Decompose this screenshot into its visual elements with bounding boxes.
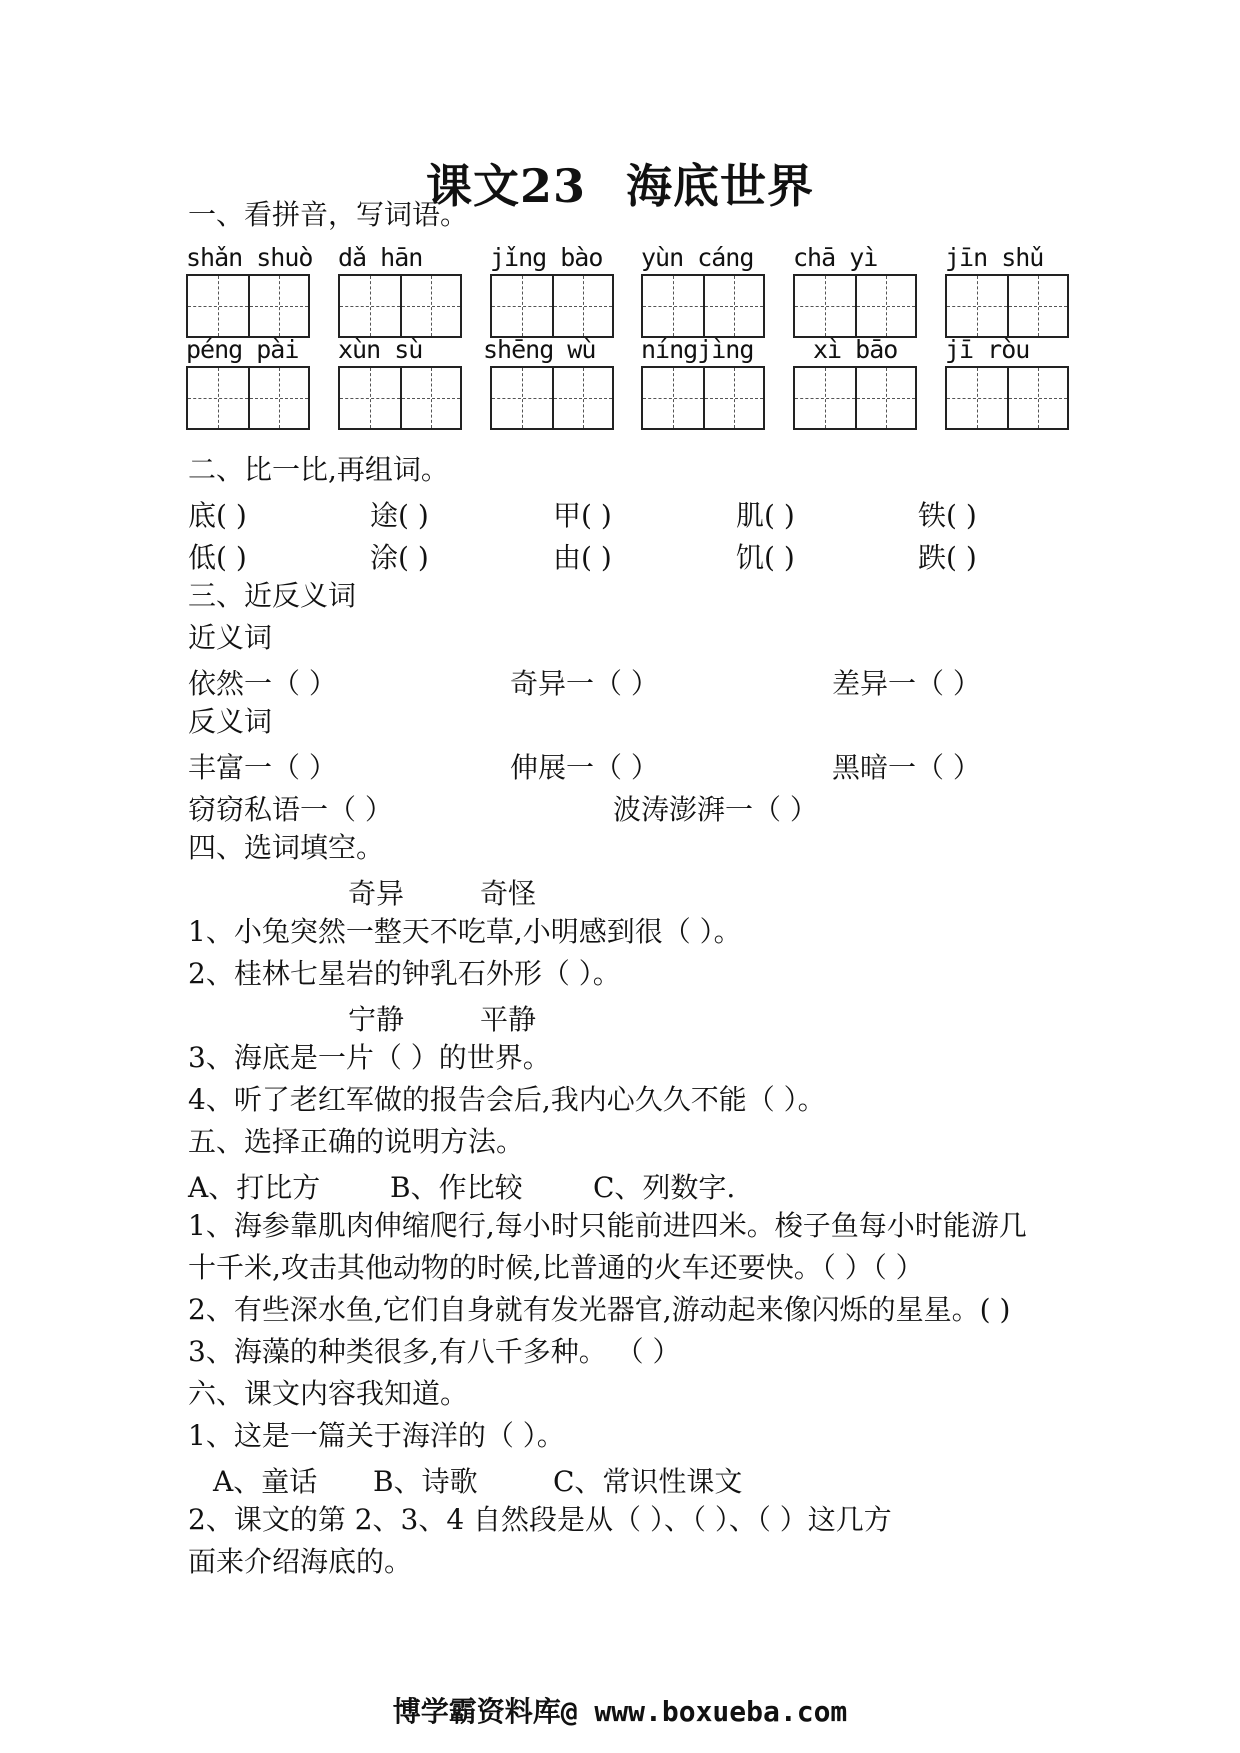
antonym-label: 反义词 bbox=[188, 705, 273, 738]
pinyin-word: chā yì bbox=[793, 242, 917, 338]
method-option: A、打比方 bbox=[188, 1171, 321, 1204]
section-6-heading: 六、课文内容我知道。 bbox=[188, 1377, 469, 1410]
section-4-heading: 四、选词填空。 bbox=[188, 831, 385, 864]
writing-grid[interactable] bbox=[338, 274, 462, 338]
compare-item: 甲( ) bbox=[553, 499, 612, 532]
answer-option: A、童话 bbox=[213, 1465, 318, 1498]
pinyin-word: níngjìng bbox=[641, 334, 765, 430]
writing-grid[interactable] bbox=[186, 274, 310, 338]
question-5-2: 2、有些深水鱼,它们自身就有发光器官,游动起来像闪烁的星星。( ) bbox=[188, 1293, 1011, 1326]
compare-item: 低( ) bbox=[188, 541, 247, 574]
antonym-item: 丰富一（ ） bbox=[188, 751, 337, 784]
writing-grid[interactable] bbox=[338, 366, 462, 430]
writing-grid[interactable] bbox=[641, 274, 765, 338]
question-5-3: 3、海藻的种类很多,有八千多种。 （ ） bbox=[188, 1335, 681, 1368]
pinyin-row-2 bbox=[188, 334, 1088, 444]
method-option: C、列数字. bbox=[593, 1171, 736, 1204]
question-5-1: 1、海参靠肌肉伸缩爬行,每小时只能前进四米。梭子鱼每小时能游几 bbox=[188, 1209, 1027, 1242]
lesson-number: 课文23 bbox=[425, 159, 586, 213]
pinyin-word: jī ròu bbox=[945, 334, 1069, 430]
writing-grid[interactable] bbox=[490, 274, 614, 338]
word-choice: 平静 bbox=[480, 1003, 537, 1036]
word-choice: 奇异 bbox=[348, 877, 405, 910]
antonym-item: 伸展一（ ） bbox=[510, 751, 659, 784]
writing-grid[interactable] bbox=[490, 366, 614, 430]
question-6-1: 1、这是一篇关于海洋的（ ）。 bbox=[188, 1419, 565, 1452]
lesson-name: 海底世界 bbox=[626, 159, 814, 213]
answer-option: B、诗歌 bbox=[373, 1465, 478, 1498]
pinyin-word: dǎ hān bbox=[338, 242, 462, 338]
watermark-footer: 博学霸资料库@ www.boxueba.com bbox=[392, 1695, 848, 1728]
writing-grid[interactable] bbox=[641, 366, 765, 430]
writing-grid[interactable] bbox=[793, 366, 917, 430]
antonym-item: 波涛澎湃一（ ） bbox=[613, 793, 818, 826]
question-4-1: 1、小兔突然一整天不吃草,小明感到很（ ）。 bbox=[188, 915, 742, 948]
section-5-heading: 五、选择正确的说明方法。 bbox=[188, 1125, 525, 1158]
compare-item: 由( ) bbox=[553, 541, 612, 574]
pinyin-word: xùn sù bbox=[338, 334, 462, 430]
synonym-item: 差异一（ ） bbox=[832, 667, 981, 700]
word-choice: 奇怪 bbox=[480, 877, 537, 910]
writing-grid[interactable] bbox=[186, 366, 310, 430]
antonym-item: 窃窃私语一（ ） bbox=[188, 793, 393, 826]
section-1-heading: 一、看拼音，写词语。 bbox=[188, 198, 469, 231]
question-4-3: 3、海底是一片（ ）的世界。 bbox=[188, 1041, 551, 1074]
section-2-heading: 二、比一比,再组词。 bbox=[188, 453, 449, 486]
compare-item: 肌( ) bbox=[736, 499, 795, 532]
question-4-4: 4、听了老红军做的报告会后,我内心久久不能（ ）。 bbox=[188, 1083, 826, 1116]
writing-grid[interactable] bbox=[945, 274, 1069, 338]
answer-option: C、常识性课文 bbox=[553, 1465, 743, 1498]
pinyin-word: xì bāo bbox=[793, 334, 917, 430]
writing-grid[interactable] bbox=[793, 274, 917, 338]
writing-grid[interactable] bbox=[945, 366, 1069, 430]
pinyin-word: yùn cáng bbox=[641, 242, 765, 338]
word-choice: 宁静 bbox=[348, 1003, 405, 1036]
pinyin-word: jīn shǔ bbox=[945, 242, 1069, 338]
question-6-2-cont: 面来介绍海底的。 bbox=[188, 1545, 413, 1578]
synonym-item: 依然一（ ） bbox=[188, 667, 337, 700]
pinyin-word: jǐng bào bbox=[490, 242, 614, 338]
antonym-item: 黑暗一（ ） bbox=[832, 751, 981, 784]
compare-item: 涂( ) bbox=[370, 541, 429, 574]
synonym-label: 近义词 bbox=[188, 621, 273, 654]
pinyin-word: péng pài bbox=[186, 334, 310, 430]
question-4-2: 2、桂林七星岩的钟乳石外形（ ）。 bbox=[188, 957, 621, 990]
compare-item: 跌( ) bbox=[918, 541, 977, 574]
question-6-2: 2、课文的第 2、3、4 自然段是从（ ）、（ ）、（ ）这几方 bbox=[188, 1503, 892, 1536]
compare-item: 途( ) bbox=[370, 499, 429, 532]
compare-item: 铁( ) bbox=[918, 499, 977, 532]
pinyin-word: shēng wù bbox=[483, 334, 607, 430]
pinyin-word: shǎn shuò bbox=[186, 242, 310, 338]
section-3-heading: 三、近反义词 bbox=[188, 579, 357, 612]
question-5-1-cont: 十千米,攻击其他动物的时候,比普通的火车还要快。（ ）（ ） bbox=[188, 1251, 924, 1284]
compare-item: 底( ) bbox=[188, 499, 247, 532]
method-option: B、作比较 bbox=[390, 1171, 523, 1204]
page-title bbox=[0, 150, 1240, 216]
synonym-item: 奇异一（ ） bbox=[510, 667, 659, 700]
compare-item: 饥( ) bbox=[736, 541, 795, 574]
